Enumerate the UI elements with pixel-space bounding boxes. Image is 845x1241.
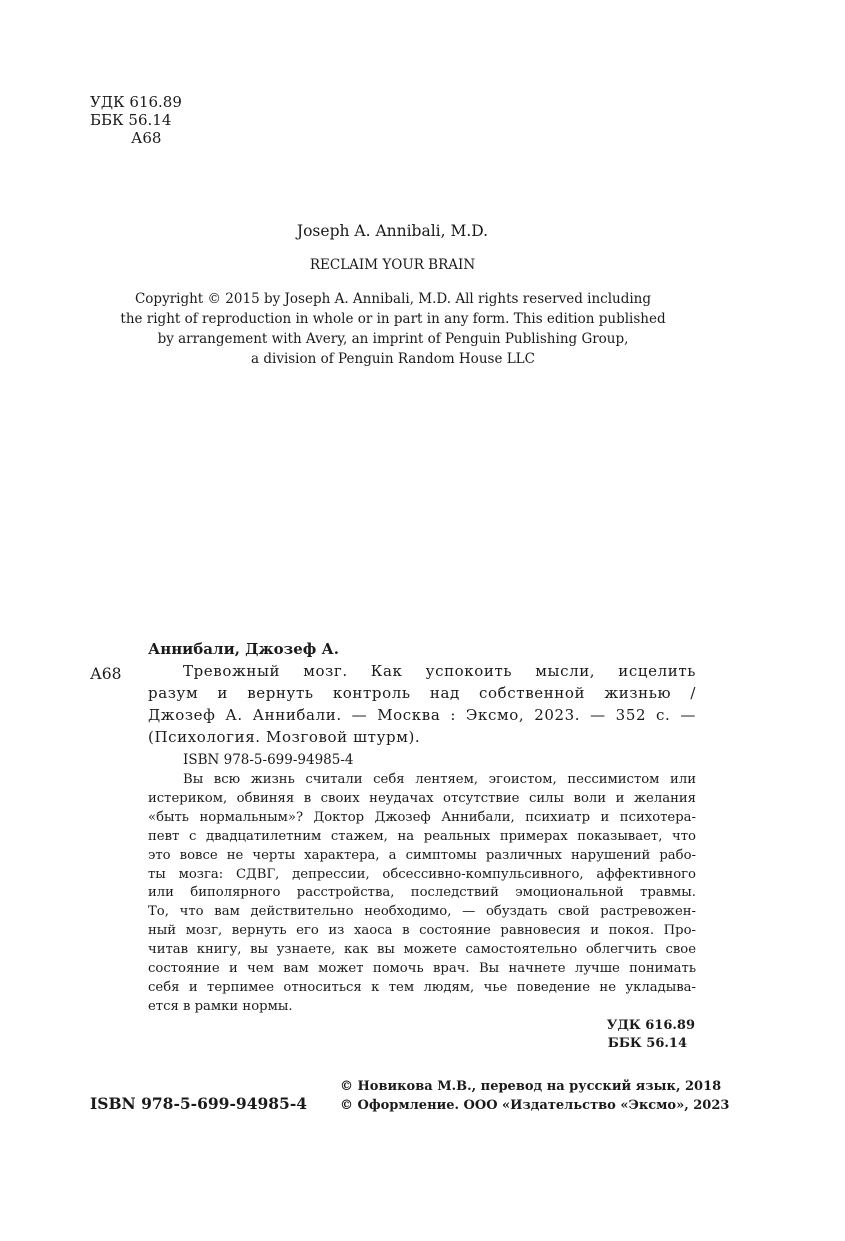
- footer-isbn: ISBN 978-5-699-94985-4: [90, 1094, 308, 1113]
- annotation-line: ный мозг, вернуть его из хаоса в состояние равновесия и покоя. Про-: [148, 923, 696, 939]
- annotation-line: это вовсе не черты характера, а симптомы различных нарушений рабо-: [148, 847, 696, 863]
- annotation-line: или биполярного расстройства, последствий эмоциональной травмы.: [148, 885, 696, 901]
- catalog-codes-top: [90, 93, 182, 147]
- original-copyright: [98, 289, 688, 369]
- annotation-line: «быть нормальным»? Доктор Джозеф Аннибали, психиатр и психотера-: [148, 809, 696, 825]
- annotation-line: Вы всю жизнь считали себя лентяем, эгоистом, пессимистом или: [183, 772, 696, 787]
- description-line: Джозеф А. Аннибали. — Москва : Эксмо, 2023. — 352 с. —: [148, 706, 696, 724]
- bib-author-heading: Аннибали, Джозеф А.: [148, 640, 339, 658]
- udk-code: УДК 616.89: [90, 93, 182, 111]
- description-line: разум и вернуть контроль над собственной жизнью /: [148, 684, 696, 702]
- original-title: RECLAIM YOUR BRAIN: [309, 257, 476, 273]
- bib-author-mark: А68: [90, 665, 122, 683]
- author-mark: А68: [131, 129, 162, 147]
- copyright-line: Copyright © 2015 by Joseph A. Annibali, M.D. All rights reserved including: [134, 291, 652, 307]
- annotation-line: читав книгу, вы узнаете, как вы можете самостоятельно облегчить свое: [148, 942, 696, 958]
- annotation-line: То, что вам действительно необходимо, — обуздать свой растревожен-: [148, 904, 696, 920]
- copyright-line: by arrangement with Avery, an imprint of Penguin Publishing Group,: [157, 331, 629, 347]
- rights-notice: [340, 1077, 730, 1115]
- catalog-codes-bottom: [560, 1017, 695, 1053]
- description-line: (Психология. Мозговой штурм).: [148, 728, 421, 746]
- bib-description: [148, 660, 696, 748]
- annotation: [148, 771, 696, 1017]
- udk-code: УДК 616.89: [606, 1018, 695, 1033]
- annotation-line: себя и терпимее относиться к тем людям, чье поведение не укладыва-: [148, 979, 696, 995]
- copyright-line: the right of reproduction in whole or in part in any form. This edition published: [120, 311, 666, 327]
- copyright-line: a division of Penguin Random House LLC: [251, 351, 535, 367]
- rights-line: © Оформление. ООО «Издательство «Эксмо», 2023: [340, 1098, 730, 1113]
- description-line: Тревожный мозг. Как успокоить мысли, исцелить: [183, 662, 696, 680]
- bbk-code: ББК 56.14: [90, 111, 172, 129]
- bbk-code: ББК 56.14: [607, 1036, 687, 1051]
- original-author: Joseph A. Annibali, M.D.: [296, 222, 489, 240]
- annotation-line: состояние и чем вам может помочь врач. Вы начнете лучше понимать: [148, 961, 696, 977]
- annotation-line: певт с двадцатилетним стажем, на реальных примерах показывает, что: [148, 828, 696, 844]
- annotation-line: ется в рамки нормы.: [148, 998, 293, 1014]
- bib-isbn: ISBN 978-5-699-94985-4: [183, 752, 354, 768]
- annotation-line: ты мозга: СДВГ, депрессии, обсессивно-компульсивного, аффективного: [148, 866, 696, 882]
- annotation-line: истериком, обвиняя в своих неудачах отсутствие силы воли и желания: [148, 790, 696, 806]
- rights-line: © Новикова М.В., перевод на русский язык, 2018: [340, 1079, 722, 1094]
